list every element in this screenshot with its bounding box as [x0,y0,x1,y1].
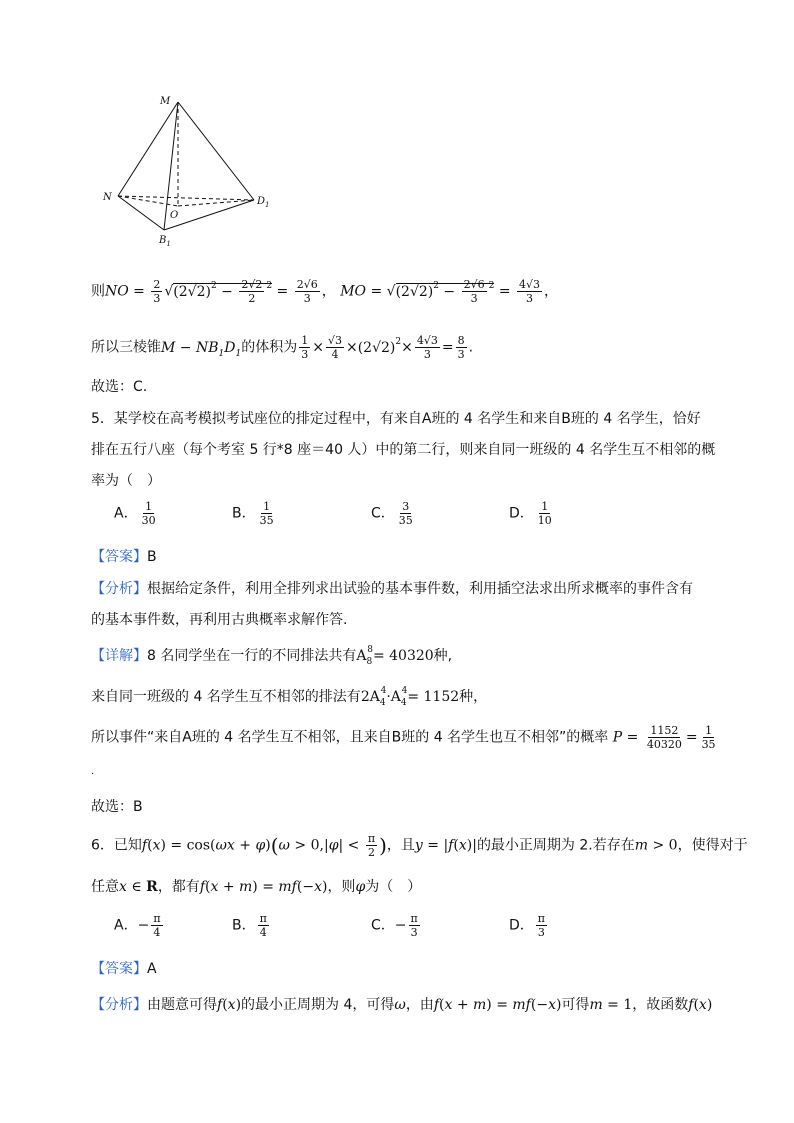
q5-analysis-line-2: 的基本事件数，再利用古典概率求解作答. [91,612,348,628]
q6-option-b[interactable]: B． $\frac{\pi}{4}$ [232,912,267,939]
q5-stem-line-3: 率为（ ） [91,473,161,489]
q5-detail-line-3: 所以事件“来自A班的 4 名学生互不相邻，且来自B班的 4 名学生也互不相邻”的概率 P = $\frac{1152}{40320}$ = $\frac{1}{35}$ [91,724,716,751]
label-B1: $B_1$ [159,235,171,248]
q5-detail-line-2: 来自同一班级的 4 名学生互不相邻的排法有$2A_4^4\cdot A_4^4= 1152$种， [91,686,488,708]
label-D1: $D_1$ [257,196,270,209]
q5-detail-line-1: 【详解】8 名同学坐在一行的不同排法共有$A_8^8= 40320$种, [91,645,453,667]
q5-option-b[interactable]: B． $\frac{1}{35}$ [232,500,274,527]
calc-line-1: 则NO = $\frac{2}{3}$ $√(2√2)^2$ − $\frac{2√2}{2}$ $^2$ = $\frac{2√6}{3}$ ， MO = $√(2√2)^2$ − $\frac{2√6}{3}$ $^2$ = $\frac{4√3}{3}$ ， [91,278,559,305]
calc-line-1-prefix: 则 [91,283,105,300]
edge-ND1-hidden [118,196,254,200]
q5-answer: 【答案】B [91,549,157,565]
calc-conclusion: 故选：C. [91,379,148,395]
calc-line-2-prefix: 所以三棱锥 [91,339,161,356]
q6-stem-line-1: 6．已知f(x) = cos(ωx + φ)(ω > 0,|φ| < $\frac{\pi}{2}$ )，且y = |f(x)|的最小正周期为 2.若存在m > 0，使得对于 [91,832,748,859]
q6-answer: 【答案】A [91,961,157,977]
q5-detail-dot: . [91,766,95,777]
q6-stem-line-2: 任意x ∈ R，都有f(x + m) = mf(−x)，则φ为（ ） [91,879,422,895]
segment-OD1-hidden [178,200,254,206]
edge-MD1 [178,102,254,200]
label-M: M [160,96,171,107]
pyramid-figure [100,90,290,250]
q5-option-c[interactable]: C． $\frac{3}{35}$ [371,500,413,527]
edge-NB1 [118,196,164,230]
q5-analysis-line-1: 【分析】根据给定条件，利用全排列求出试验的基本事件数，利用插空法求出所求概率的事件含有 [91,581,693,597]
q5-option-a[interactable]: A． $\frac{1}{30}$ [114,500,156,527]
q6-option-d[interactable]: D． $\frac{\pi}{3}$ [509,912,546,939]
calc-line-2: 所以三棱锥$M - NB_1D_1$的体积为 $\frac{1}{3}$ × $\frac{√3}{4}$ $\times(2√2)^2\times$ $\frac{4√3}{3}$ = $\frac{8}{3}$ . [91,334,474,361]
q5-option-d[interactable]: D． $\frac{1}{10}$ [509,500,552,527]
q5-stem-line-2: 排在五行八座（每个考室 5 行*8 座＝40 人）中的第二行，则来自同一班级的 4 名学生互不相邻的概 [91,442,716,458]
label-N: N [103,192,112,203]
calc-line-2-mid: 的体积为 [241,339,298,356]
label-O: O [170,210,179,221]
q6-option-c[interactable]: C．− $\frac{\pi}{3}$ [371,912,418,939]
q5-conclusion: 故选：B [91,799,143,815]
q6-option-a[interactable]: A．− $\frac{\pi}{4}$ [114,912,161,939]
q5-stem-line-1: 5．某学校在高考模拟考试座位的排定过程中，有来自A班的 4 名学生和来自B班的 4 名学生，恰好 [91,411,701,427]
q6-analysis-line-1: 【分析】由题意可得f(x)的最小正周期为 4，可得ω，由f(x + m) = mf(−x)可得m = 1，故函数f(x) [91,997,713,1013]
